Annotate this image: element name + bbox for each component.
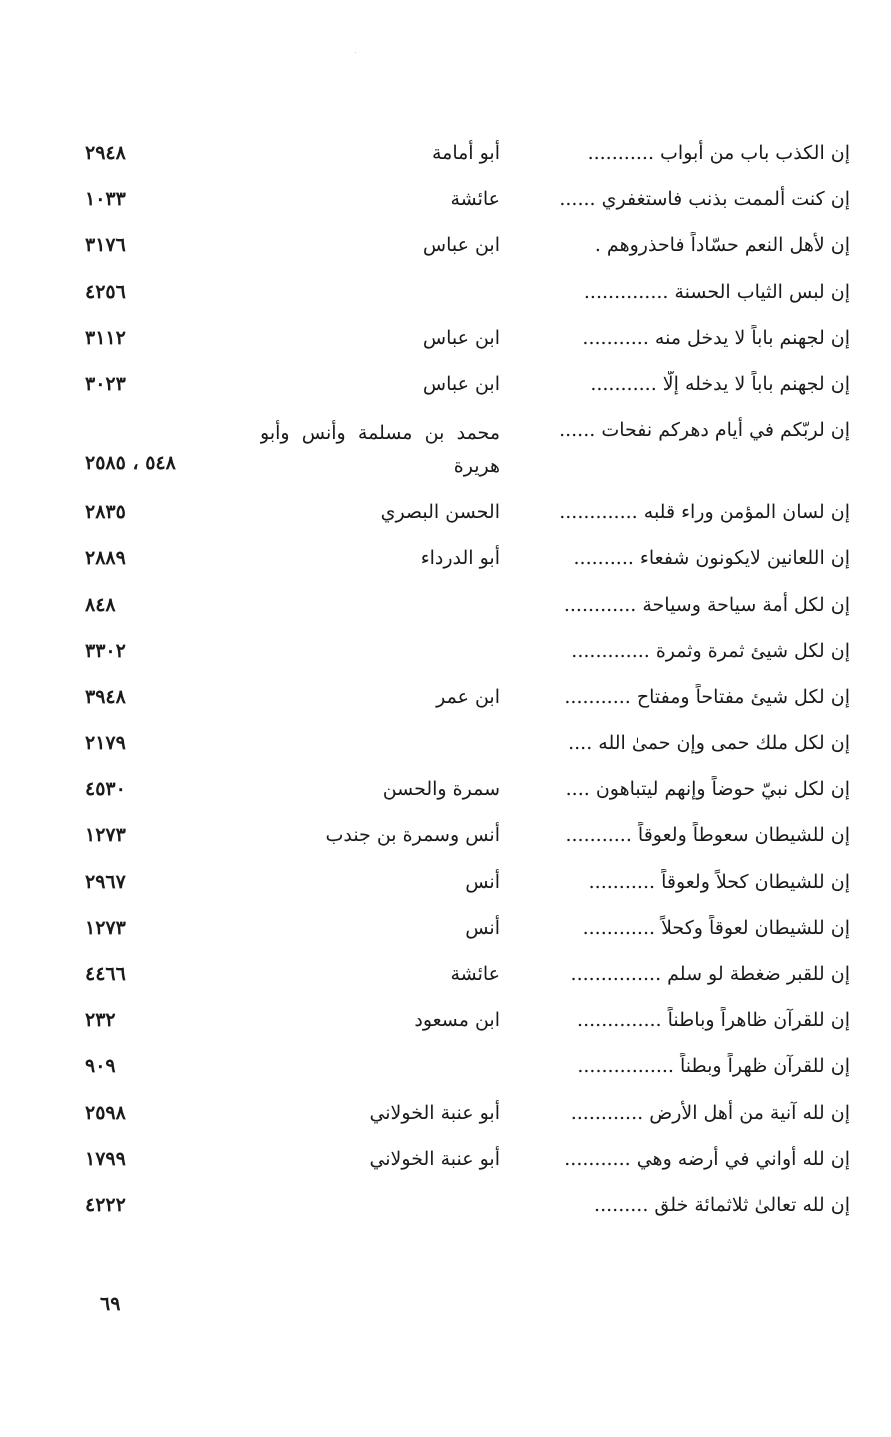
hadith-incipit: إن لله آنية من أهل الأرض ............ [570,1101,850,1124]
narrator: الحسن البصري [380,501,500,524]
narrator: ابن عمر [436,685,500,708]
reference-number: ٣١٧٦ [85,234,126,257]
hadith-incipit: إن لسان المؤمن وراء قلبه ............. [559,501,850,524]
index-entry [70,1182,855,1228]
narrator: عائشة [450,963,500,985]
index-entry [70,997,855,1043]
hadith-incipit: إن لكل ملك حمى وإن حمىٰ الله .... [568,732,850,755]
reference-number: ٥٤٨ ، ٢٥٨٥ [85,452,176,475]
reference-number: ٣٠٢٣ [85,372,126,395]
hadith-index-list [70,130,855,1228]
narrator: ابن عباس [422,326,500,349]
hadith-incipit: إن لكل شيئ مفتاحاً ومفتاح ........... [564,685,850,708]
reference-number: ١٢٧٣ [85,824,126,847]
hadith-incipit: إن لربّكم في أيام دهركم نفحات ...... [559,419,850,442]
hadith-incipit: إن لجهنم باباً لا يدخل منه ........... [582,326,850,349]
hadith-incipit: إن اللعانين لايكونون شفعاء .......... [573,547,850,570]
hadith-incipit: إن لله أواني في أرضه وهي ........... [564,1147,850,1170]
narrator: أنس وسمرة بن جندب [325,824,500,847]
narrator: أبو عنبة الخولاني [369,1147,500,1170]
index-entry [70,222,855,268]
hadith-incipit: إن لكل شيئ ثمرة وثمرة ............. [571,639,850,662]
hadith-incipit: إن للشيطان لعوقاً وكحلاً ............ [582,916,850,939]
index-entry [70,361,855,407]
index-entry [70,859,855,905]
reference-number: ٣٩٤٨ [85,685,126,708]
narrator: سمرة والحسن [382,778,500,801]
page-number: ٦٩ [100,1293,121,1315]
reference-number: ٤٤٦٦ [85,963,126,985]
index-entry [70,535,855,581]
reference-number: ٤٥٣٠ [85,778,126,801]
reference-number: ٢٥٩٨ [85,1101,126,1124]
reference-number: ٤٢٥٦ [85,280,126,303]
narrator: ابن مسعود [414,1009,500,1032]
hadith-incipit: إن للشيطان كحلاً ولعوقاً ........... [588,870,850,893]
index-entry [70,315,855,361]
index-entry [70,628,855,674]
narrator: أبو الدرداء [420,547,500,570]
index-entry [70,176,855,222]
reference-number: ١٠٣٣ [85,188,126,211]
hadith-incipit: إن للقبر ضغطة لو سلم ............... [570,963,850,985]
reference-number: ١٧٩٩ [85,1147,126,1170]
index-entry [70,1043,855,1089]
narrator: أنس [465,870,500,893]
reference-number: ٢٣٢ [85,1009,116,1032]
reference-number: ٢٩٤٨ [85,142,126,164]
hadith-incipit: إن للشيطان سعوطاً ولعوقاً ........... [565,824,850,847]
index-entry [70,1136,855,1182]
reference-number: ٢١٧٩ [85,732,126,755]
narrator: عائشة [450,188,500,211]
reference-number: ٩٠٩ [85,1055,116,1078]
index-entry [70,1090,855,1136]
index-entry [70,582,855,628]
index-entry [70,269,855,315]
index-entry [70,489,855,535]
hadith-incipit: إن لكل نبيّ حوضاً وإنهم ليتباهون .... [565,778,850,801]
index-entry [70,130,855,176]
reference-number: ٤٢٢٢ [85,1193,126,1216]
reference-number: ٢٨٣٥ [85,501,126,524]
hadith-incipit: إن للقرآن ظهراً وبطناً ................ [577,1055,850,1078]
narrator: محمد بن مسلمة وأنس وأبو هريرة [260,422,500,478]
scan-speck [355,52,356,53]
reference-number: ٣٣٠٢ [85,639,126,662]
hadith-incipit: إن لكل أمة سياحة وسياحة ............ [563,593,850,616]
reference-number: ١٢٧٣ [85,916,126,939]
reference-number: ٨٤٨ [85,593,116,616]
hadith-incipit: إن كنت ألممت بذنب فاستغفري ...... [559,188,850,211]
hadith-incipit: إن لجهنم باباً لا يدخله إلَّا ........... [590,372,850,395]
hadith-incipit: إن الكذب باب من أبواب ........... [587,142,850,164]
reference-number: ٢٨٨٩ [85,547,126,570]
narrator: أنس [465,916,500,939]
hadith-incipit: إن للقرآن ظاهراً وباطناً .............. [577,1009,850,1032]
index-entry [70,407,855,489]
reference-number: ٢٩٦٧ [85,870,126,893]
index-entry [70,905,855,951]
narrator: ابن عباس [422,234,500,257]
index-entry [70,720,855,766]
index-entry [70,766,855,812]
hadith-incipit: إن لبس الثياب الحسنة .............. [583,280,850,303]
index-entry [70,674,855,720]
narrator: أبو أمامة [431,142,500,164]
reference-number: ٣١١٢ [85,326,126,349]
index-entry [70,812,855,858]
index-entry [70,951,855,997]
narrator: أبو عنبة الخولاني [369,1101,500,1124]
hadith-incipit: إن لأهل النعم حسّاداً فاحذروهم . [594,234,850,257]
narrator: ابن عباس [422,372,500,395]
hadith-incipit: إن لله تعالىٰ ثلاثمائة خلق ......... [594,1193,850,1216]
